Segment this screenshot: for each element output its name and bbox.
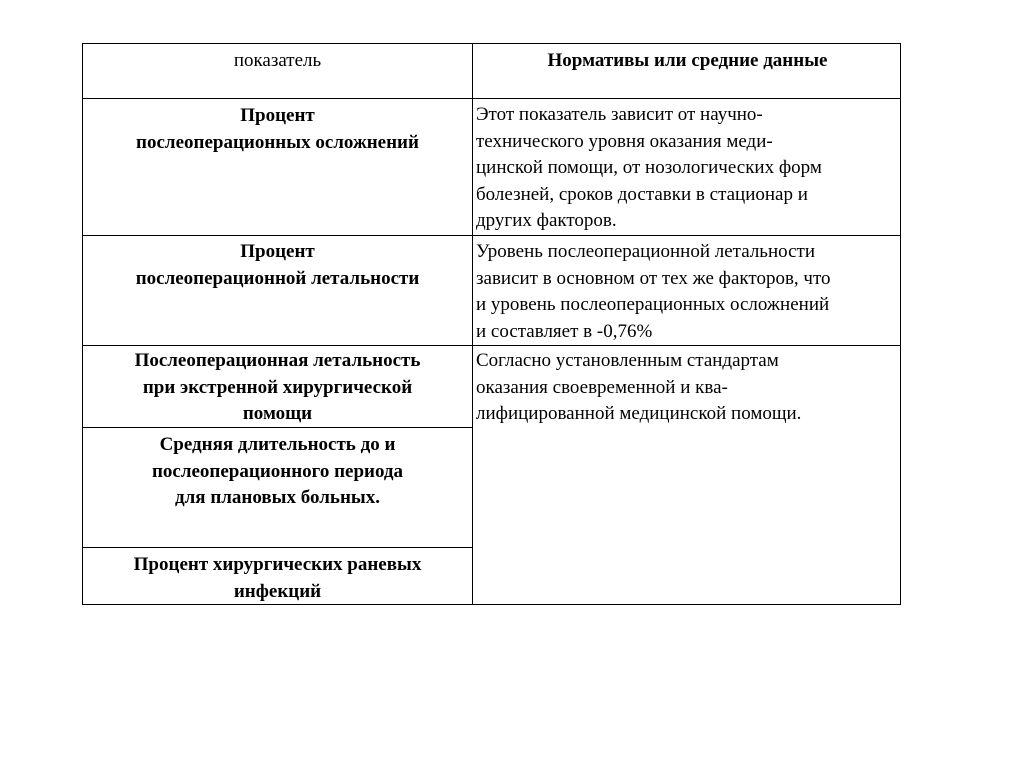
header-indicator-text: показатель	[233, 50, 322, 71]
label-line: Процент	[240, 105, 315, 126]
row-5-label	[83, 552, 472, 605]
label-line: послеоперационных осложнений	[136, 131, 419, 153]
label-line: для плановых больных.	[175, 487, 380, 508]
row-1-value	[473, 102, 901, 235]
value-line: болезней, сроков доставки в стационар и	[476, 183, 808, 205]
label-line: при экстренной хирургической	[142, 376, 413, 398]
value-line: Согласно установленным стандартам	[476, 350, 779, 371]
value-line: лифицированной медицинской помощи.	[476, 403, 802, 424]
label-line: Средняя длительность до и	[159, 434, 396, 455]
row-3-value	[473, 348, 901, 428]
value-line: технического уровня оказания меди-	[476, 130, 773, 152]
row-divider	[83, 98, 900, 99]
value-line: Уровень послеоперационной летальности	[476, 241, 816, 262]
label-line: инфекций	[233, 580, 322, 602]
row-divider	[83, 345, 900, 346]
row-2-label	[83, 239, 472, 292]
value-line: других факторов.	[476, 210, 617, 231]
value-line: зависит в основном от тех же факторов, что	[476, 267, 831, 289]
indicators-table	[82, 43, 901, 605]
row-2-value	[473, 239, 901, 345]
row-3-label	[83, 348, 472, 428]
label-line: послеоперационной летальности	[135, 267, 420, 289]
label-line: помощи	[242, 403, 313, 424]
row-4-label	[83, 432, 472, 512]
label-line: послеоперационного периода	[151, 460, 404, 482]
header-indicator	[83, 48, 472, 75]
header-norms-text: Нормативы или средние данные	[547, 50, 828, 71]
row-divider	[83, 235, 900, 236]
value-line: цинской помощи, от нозологических форм	[476, 157, 822, 178]
value-line: Этот показатель зависит от научно-	[476, 104, 763, 125]
label-line: Процент хирургических раневых	[133, 554, 422, 575]
row-1-label	[83, 103, 472, 156]
value-line: и составляет в -0,76%	[476, 320, 653, 342]
value-line: оказания своевременной и ква-	[476, 376, 728, 398]
label-line: Послеоперационная летальность	[134, 350, 421, 371]
label-line: Процент	[240, 241, 315, 262]
value-line: и уровень послеоперационных осложнений	[476, 294, 830, 315]
header-norms	[473, 48, 901, 75]
row-divider	[83, 547, 473, 548]
